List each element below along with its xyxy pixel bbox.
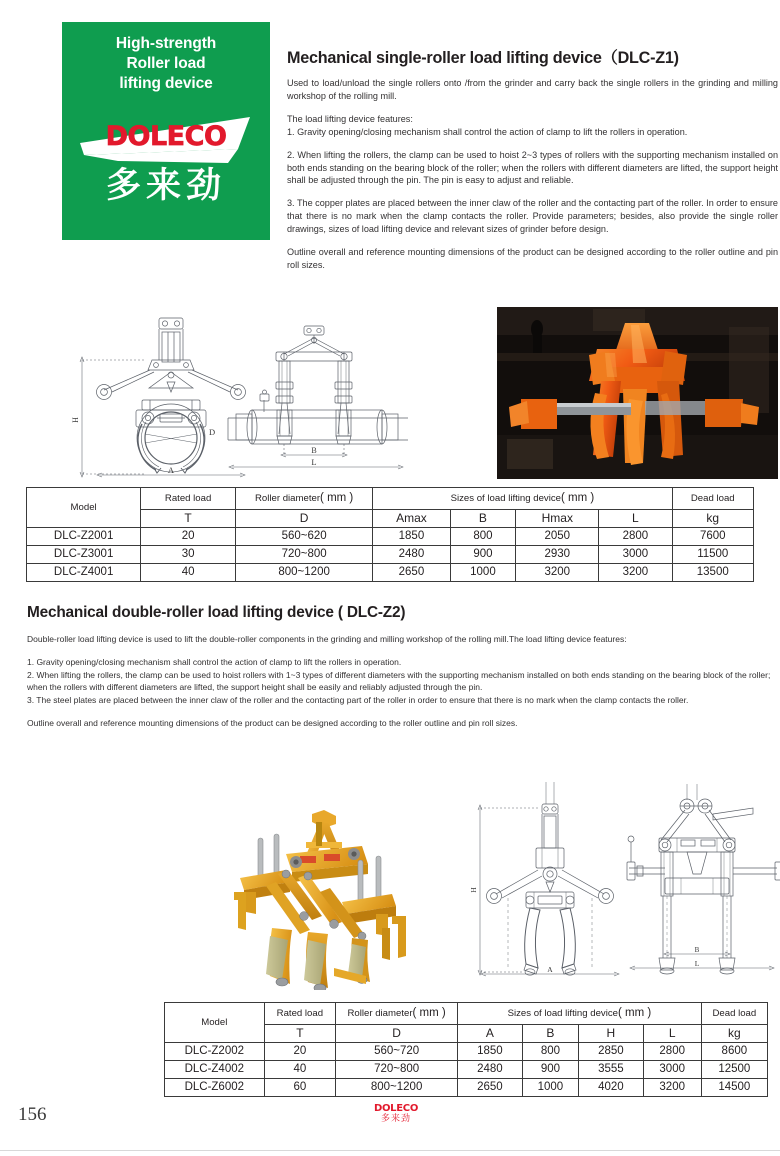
cell-kg: 7600 [672, 528, 753, 546]
th-roller-diameter-text: Roller diameter [254, 493, 321, 504]
dimension-label-a: A [547, 965, 553, 974]
cell-l: 2800 [643, 1043, 701, 1061]
section-1-note: Outline overall and reference mounting dimensions of the product can be designed according to the roller outline and pin roll sizes. [287, 247, 778, 270]
section-2-feature-2: 2. When lifting the rollers, the clamp can be used to hoist rollers with 1~3 types of different diameters with the supporting mechanism installed on both ends standing on the bearing block of the roller; when the rollers with different diameters are lifted, the support height shall be easily and reliably adjusted through the pin. [27, 669, 771, 693]
section-1-feature-1: 1. Gravity opening/closing mechanism shall control the action of clamp to lift the rollers in operation. [287, 126, 688, 137]
cell-h: 4020 [579, 1079, 644, 1097]
table-row [165, 1043, 768, 1061]
single-roller-clamp-photo [497, 307, 778, 479]
single-roller-spec-table [26, 487, 754, 582]
cell-l: 3200 [599, 564, 672, 582]
cell-amax: 1850 [373, 528, 450, 546]
cell-d: 720~800 [336, 1061, 458, 1079]
th-sub-amax: Amax [373, 510, 450, 528]
double-roller-clamp-3d-render [216, 808, 436, 990]
th-sizes-unit: ( mm ) [560, 492, 595, 504]
cell-t: 20 [264, 1043, 336, 1061]
th-sizes [458, 1003, 702, 1025]
brand-banner [62, 22, 270, 240]
cell-kg: 13500 [672, 564, 753, 582]
th-sub-d: D [336, 1025, 458, 1043]
cell-b: 900 [522, 1061, 578, 1079]
cell-d: 800~1200 [235, 564, 372, 582]
double-roller-side-view-drawing [625, 782, 780, 982]
cell-t: 40 [264, 1061, 336, 1079]
cell-h: 3555 [579, 1061, 644, 1079]
table-row [27, 528, 754, 546]
th-sizes-text: Sizes of load lifting device [450, 493, 561, 504]
dimension-label-b: B [694, 946, 700, 954]
cell-d: 800~1200 [336, 1079, 458, 1097]
dimension-label-d: D [209, 427, 216, 437]
cell-kg: 12500 [701, 1061, 767, 1079]
cell-b: 800 [450, 528, 516, 546]
section-2-note: Outline overall and reference mounting dimensions of the product can be designed according to the roller outline and pin roll sizes. [27, 717, 518, 728]
single-roller-spec-table-wrap [26, 487, 754, 582]
photo-contents [497, 307, 778, 479]
cell-hmax: 3200 [516, 564, 599, 582]
cell-l: 3000 [643, 1061, 701, 1079]
double-roller-spec-table [164, 1002, 768, 1097]
dimension-label-l: L [311, 457, 317, 467]
th-dead-load: Dead load [672, 488, 753, 510]
banner-title [116, 34, 216, 93]
cell-a: 2650 [458, 1079, 523, 1097]
th-sub-b: B [522, 1025, 578, 1043]
cell-model: DLC-Z2001 [27, 528, 141, 546]
table-row [27, 546, 754, 564]
th-dead-load: Dead load [701, 1003, 767, 1025]
section-1-feature-2: 2. When lifting the rollers, the clamp can be used to hoist 2~3 types of rollers with the supporting mechanism installed on both ends standing on the bearing block of the roller; when the rollers with different diameters are lifted, the support height shall be adjusted through the pin. The pin is easy to adjust and reliable. [287, 149, 778, 186]
th-roller-diameter [336, 1003, 458, 1025]
single-roller-side-view-drawing [222, 322, 412, 482]
cell-model: DLC-Z4002 [165, 1061, 265, 1079]
th-sub-t: T [141, 510, 236, 528]
th-sub-l: L [643, 1025, 701, 1043]
footer-logo-wordmark: DOLECO [373, 1103, 419, 1114]
cell-t: 20 [141, 528, 236, 546]
dimension-label-h: H [469, 887, 478, 893]
cell-amax: 2480 [373, 546, 450, 564]
section-1-text [287, 44, 778, 282]
dimension-label-a: A [167, 465, 175, 475]
cell-a: 1850 [458, 1043, 523, 1061]
cell-hmax: 2050 [516, 528, 599, 546]
banner-line-3: lifting device [119, 74, 213, 92]
section-2-title: Mechanical double-roller load lifting device ( DLC-Z2) [27, 604, 406, 621]
cell-l: 2800 [599, 528, 672, 546]
dimension-label-b: B [311, 446, 317, 455]
table-header-row-top [165, 1003, 768, 1025]
cell-b: 1000 [450, 564, 516, 582]
th-model: Model [165, 1003, 265, 1043]
cell-model: DLC-Z3001 [27, 546, 141, 564]
th-sub-d: D [235, 510, 372, 528]
section-1-paragraph-1: Used to load/unload the single rollers onto /from the grinder and carry back the single rollers in the grinding and milling workshop of the rolling mill. [287, 78, 778, 101]
th-sub-kg: kg [672, 510, 753, 528]
table-row [165, 1061, 768, 1079]
th-roller-diameter-unit: ( mm ) [412, 1007, 446, 1019]
cell-kg: 14500 [701, 1079, 767, 1097]
section-2-feature-3: 3. The steel plates are placed between the inner claw of the roller and the contacting part of the roller in order to ensure that there is no mark when the clamp contacts the roller. [27, 695, 689, 705]
cell-d: 560~720 [336, 1043, 458, 1061]
th-sub-h: H [579, 1025, 644, 1043]
cell-a: 2480 [458, 1061, 523, 1079]
footer-logo [361, 1103, 431, 1125]
th-sub-a: A [458, 1025, 523, 1043]
banner-line-2: Roller load [126, 54, 206, 72]
logo-chinese-name: 多来劲 [105, 166, 226, 207]
footer-divider [0, 1150, 780, 1151]
double-roller-front-view-drawing [468, 782, 633, 982]
section-1-title: Mechanical single-roller load lifting device（DLC-Z1) [287, 49, 679, 67]
cell-l: 3000 [599, 546, 672, 564]
th-sub-l: L [599, 510, 672, 528]
cell-amax: 2650 [373, 564, 450, 582]
th-sizes-text: Sizes of load lifting device [507, 1008, 618, 1019]
cell-t: 30 [141, 546, 236, 564]
table-header-row-top [27, 488, 754, 510]
cell-b: 900 [450, 546, 516, 564]
th-sizes [373, 488, 672, 510]
cell-model: DLC-Z4001 [27, 564, 141, 582]
th-sub-kg: kg [701, 1025, 767, 1043]
cell-l: 3200 [643, 1079, 701, 1097]
cell-b: 1000 [522, 1079, 578, 1097]
cell-t: 60 [264, 1079, 336, 1097]
th-sub-hmax: Hmax [516, 510, 599, 528]
section-1-feature-3: 3. The copper plates are placed between the inner claw of the roller and the contacting part of the roller. In order to ensure that there is no mark when the clamp contacts the roller. Provide parameters; besides, also provide the single roller drawings, sizes of load lifting device and relevant sizes of grinder before design. [287, 198, 778, 235]
cell-t: 40 [141, 564, 236, 582]
cell-b: 800 [522, 1043, 578, 1061]
table-row [165, 1079, 768, 1097]
cell-d: 560~620 [235, 528, 372, 546]
th-rated-load: Rated load [141, 488, 236, 510]
double-roller-spec-table-wrap [164, 1002, 768, 1097]
section-1-features-head: The load lifting device features: [287, 113, 413, 124]
th-model: Model [27, 488, 141, 528]
th-roller-diameter [235, 488, 372, 510]
th-roller-diameter-text: Roller diameter [347, 1008, 413, 1019]
dimension-label-h: H [71, 417, 80, 423]
th-roller-diameter-unit: ( mm ) [320, 492, 354, 504]
th-sizes-unit: ( mm ) [617, 1007, 652, 1019]
cell-kg: 11500 [672, 546, 753, 564]
page-number: 156 [18, 1104, 47, 1125]
logo-wordmark: DOLECO [105, 121, 227, 153]
th-sub-t: T [264, 1025, 336, 1043]
banner-line-1: High-strength [115, 35, 217, 52]
cell-kg: 8600 [701, 1043, 767, 1061]
cell-model: DLC-Z2002 [165, 1043, 265, 1061]
section-2-feature-1: 1. Gravity opening/closing mechanism shall control the action of clamp to lift the rollers in operation. [27, 656, 402, 667]
dimension-label-l: L [694, 959, 700, 968]
section-2-text [27, 604, 778, 740]
cell-d: 720~800 [235, 546, 372, 564]
th-sub-b: B [450, 510, 516, 528]
footer-logo-chinese: 多来劲 [380, 1114, 411, 1124]
table-row [27, 564, 754, 582]
section-2-paragraph-1: Double-roller load lifting device is used to lift the double-roller components in the grinding and milling workshop of the rolling mill.The load lifting device features: [27, 634, 627, 644]
cell-h: 2850 [579, 1043, 644, 1061]
cell-model: DLC-Z6002 [165, 1079, 265, 1097]
th-rated-load: Rated load [264, 1003, 336, 1025]
doleco-logo [78, 115, 254, 167]
cell-hmax: 2930 [516, 546, 599, 564]
